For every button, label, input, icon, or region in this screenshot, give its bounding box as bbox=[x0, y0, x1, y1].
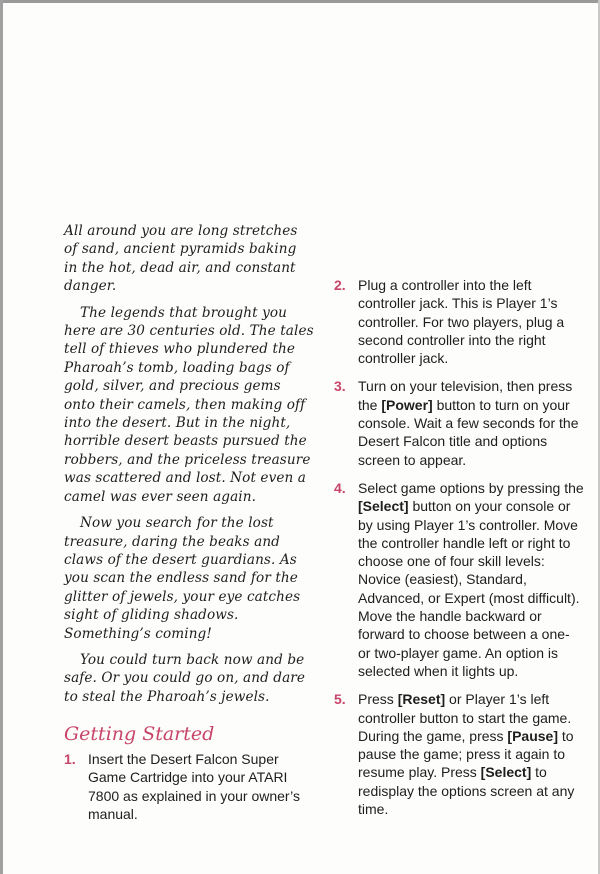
step-number: 3. bbox=[334, 378, 346, 395]
step-text bbox=[358, 690, 586, 818]
step-text-part: Turn on your television, then press the bbox=[358, 378, 573, 413]
step-number: 2. bbox=[334, 277, 346, 293]
step-1 bbox=[64, 750, 314, 823]
step-text-part: or Player 1’s left controller button to start the game. During the game, press bbox=[358, 691, 572, 744]
step-text: Insert the Desert Falcon Super Game Cartridge into your ATARI 7800 as explained in your owner’s manual. bbox=[88, 751, 300, 823]
step-text-part: Press bbox=[358, 691, 398, 708]
step-number: 1. bbox=[64, 751, 76, 768]
step-text-part: button to turn on your console. Wait a few seconds for the Desert Falcon title and options screen to appear. bbox=[358, 396, 579, 468]
step-text-part: button on your console or by using Player 1’s controller. Move the controller handle left or right to choose one of four skill levels: Novice (easiest), Standard, Advanced, or Expert (most difficult). Move the handle backward or forward to choose between a one- or two-player game. An option is selected when it lights up. bbox=[358, 498, 580, 679]
section-heading: Getting Started bbox=[64, 723, 215, 746]
right-column bbox=[334, 276, 586, 828]
step-5 bbox=[334, 690, 586, 818]
step-3 bbox=[334, 377, 586, 468]
step-number: 4. bbox=[334, 479, 346, 496]
story-text bbox=[64, 222, 314, 706]
left-column bbox=[64, 222, 314, 833]
story-paragraph-3: Now you search for the lost treasure, daring the beaks and claws of the desert guardians. As you scan the endless sand for the glitter of jewels, your eye catches sight of gliding shadows. Something’s coming! bbox=[64, 515, 301, 642]
step-text bbox=[358, 377, 586, 468]
reset-key-label: [Reset] bbox=[397, 691, 446, 708]
scan-border-top bbox=[0, 0, 600, 3]
step-number: 5. bbox=[334, 691, 346, 708]
story-paragraph-4: You could turn back now and be safe. Or you could go on, and dare to steal the Pharoah’s jewels. bbox=[64, 651, 306, 705]
step-text bbox=[358, 479, 586, 680]
step-text-part: to pause the game; press it again to resume play. Press bbox=[358, 727, 574, 781]
scan-border-left bbox=[0, 0, 3, 874]
power-key-label: [Power] bbox=[381, 396, 433, 413]
story-paragraph-1: All around you are long stretches of sand, ancient pyramids baking in the hot, dead air, and constant danger. bbox=[64, 223, 298, 295]
story-paragraph-2: The legends that brought you here are 30 centuries old. The tales tell of thieves who plundered the Pharoah’s tomb, loading bags of gold, silver, and precious gems onto their camels, then making off into the desert. But in the night, horrible desert beasts pursued the robbers, and the priceless treasure was scattered and lost. Not even a camel was ever seen again. bbox=[64, 304, 314, 505]
step-4 bbox=[334, 479, 586, 680]
select-key-label: [Select] bbox=[358, 498, 409, 515]
select-key-label: [Select] bbox=[480, 764, 532, 781]
step-text: Plug a controller into the left controller jack. This is Player 1’s controller. For two players, plug a second controller into the right controller jack. bbox=[358, 277, 565, 367]
step-text-part: to redisplay the options screen at any time. bbox=[358, 764, 575, 818]
step-text-part: Select game options by pressing the bbox=[358, 479, 584, 496]
step-2 bbox=[334, 276, 586, 367]
pause-key-label: [Pause] bbox=[507, 727, 558, 744]
